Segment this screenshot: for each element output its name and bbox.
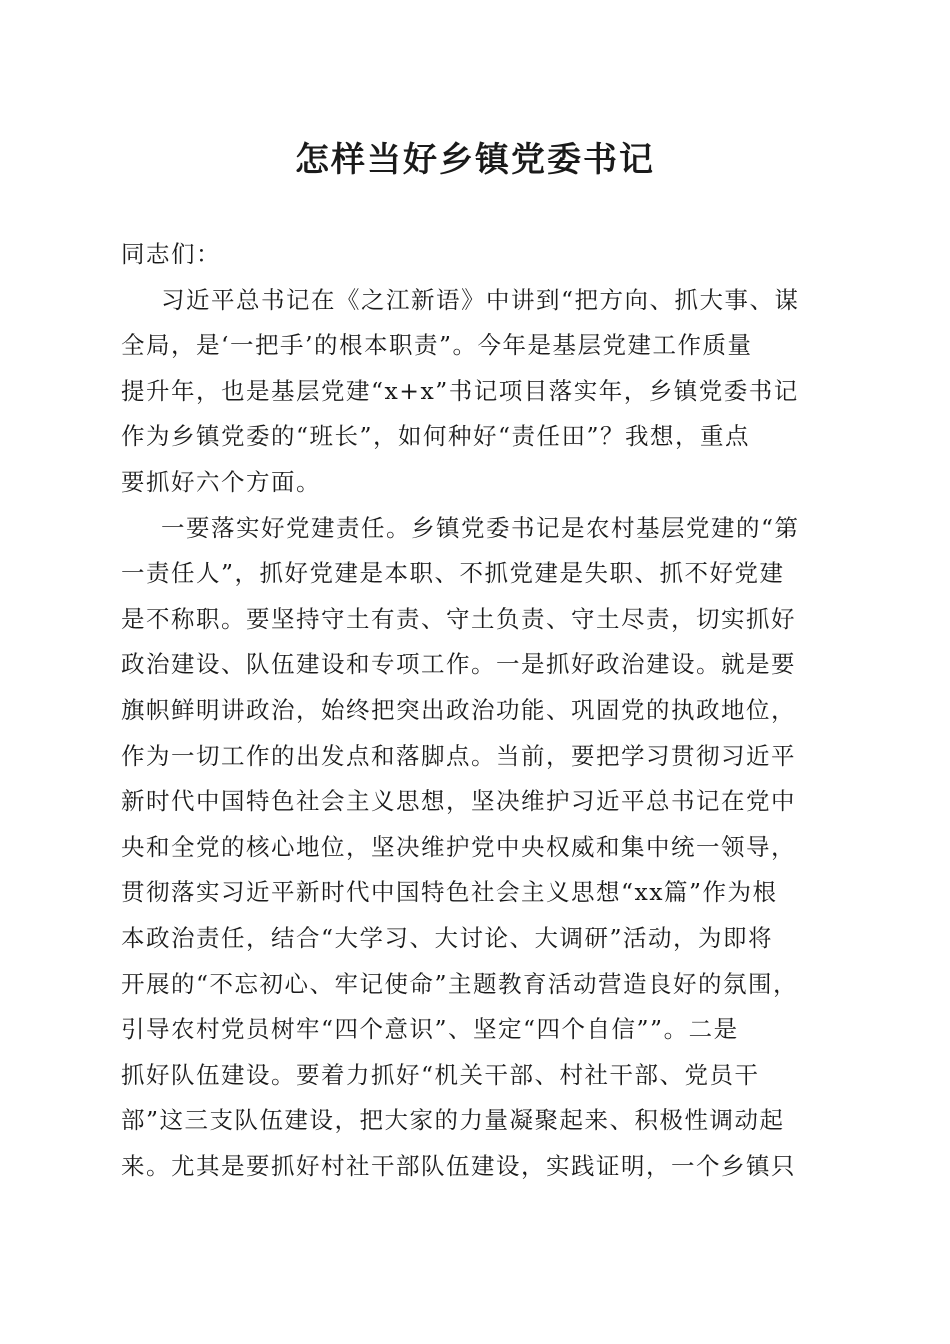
paragraph-line: 习近平总书记在《之江新语》中讲到“把方向、抓大事、谋 — [161, 285, 800, 314]
paragraph-line: 是不称职。要坚持守土有责、守土负责、守土尽责，切实抓好 — [121, 604, 796, 633]
paragraph-line: 旗帜鲜明讲政治，始终把突出政治功能、巩固党的执政地位， — [121, 695, 796, 724]
paragraph-line: 一责任人”，抓好党建是本职、不抓党建是失职、抓不好党建 — [121, 559, 785, 588]
paragraph-line: 一要落实好党建责任。乡镇党委书记是农村基层党建的“第 — [161, 513, 800, 542]
document-title: 怎样当好乡镇党委书记 — [295, 140, 655, 180]
paragraph-line: 全局，是‘一把手’的根本职责”。今年是基层党建工作质量 — [121, 331, 753, 360]
paragraph-line: 贯彻落实习近平新时代中国特色社会主义思想“xx篇”作为根 — [121, 878, 778, 907]
paragraph-line: 本政治责任，结合“大学习、大讨论、大调研”活动，为即将 — [121, 923, 774, 952]
paragraph-line: 来。尤其是要抓好村社干部队伍建设，实践证明，一个乡镇只 — [121, 1151, 796, 1180]
paragraph-line: 作为乡镇党委的“班长”，如何种好“责任田”？我想，重点 — [121, 422, 751, 451]
paragraph-line: 新时代中国特色社会主义思想，坚决维护习近平总书记在党中 — [121, 787, 796, 816]
paragraph-line: 开展的“不忘初心、牢记使命”主题教育活动营造良好的氛围， — [121, 969, 799, 998]
paragraph-line: 引导农村党员树牢“四个意识”、坚定“四个自信””。二是 — [121, 1015, 739, 1044]
paragraph-line: 政治建设、队伍建设和专项工作。一是抓好政治建设。就是要 — [121, 650, 796, 679]
paragraph-1 — [121, 278, 833, 506]
paragraph-line: 抓好队伍建设。要着力抓好“机关干部、村社干部、党员干 — [121, 1060, 760, 1089]
paragraph-line: 央和全党的核心地位，坚决维护党中央权威和集中统一领导， — [121, 832, 796, 861]
document-body — [121, 232, 833, 1189]
paragraph-line: 作为一切工作的出发点和落脚点。当前，要把学习贯彻习近平 — [121, 741, 796, 770]
paragraph-line: 部”这三支队伍建设，把大家的力量凝聚起来、积极性调动起 — [121, 1106, 785, 1135]
paragraph-line: 提升年，也是基层党建“x+x”书记项目落实年，乡镇党委书记 — [121, 376, 799, 405]
paragraph-line: 要抓好六个方面。 — [121, 467, 321, 496]
salutation: 同志们： — [121, 240, 221, 268]
paragraph-2 — [121, 506, 833, 1190]
